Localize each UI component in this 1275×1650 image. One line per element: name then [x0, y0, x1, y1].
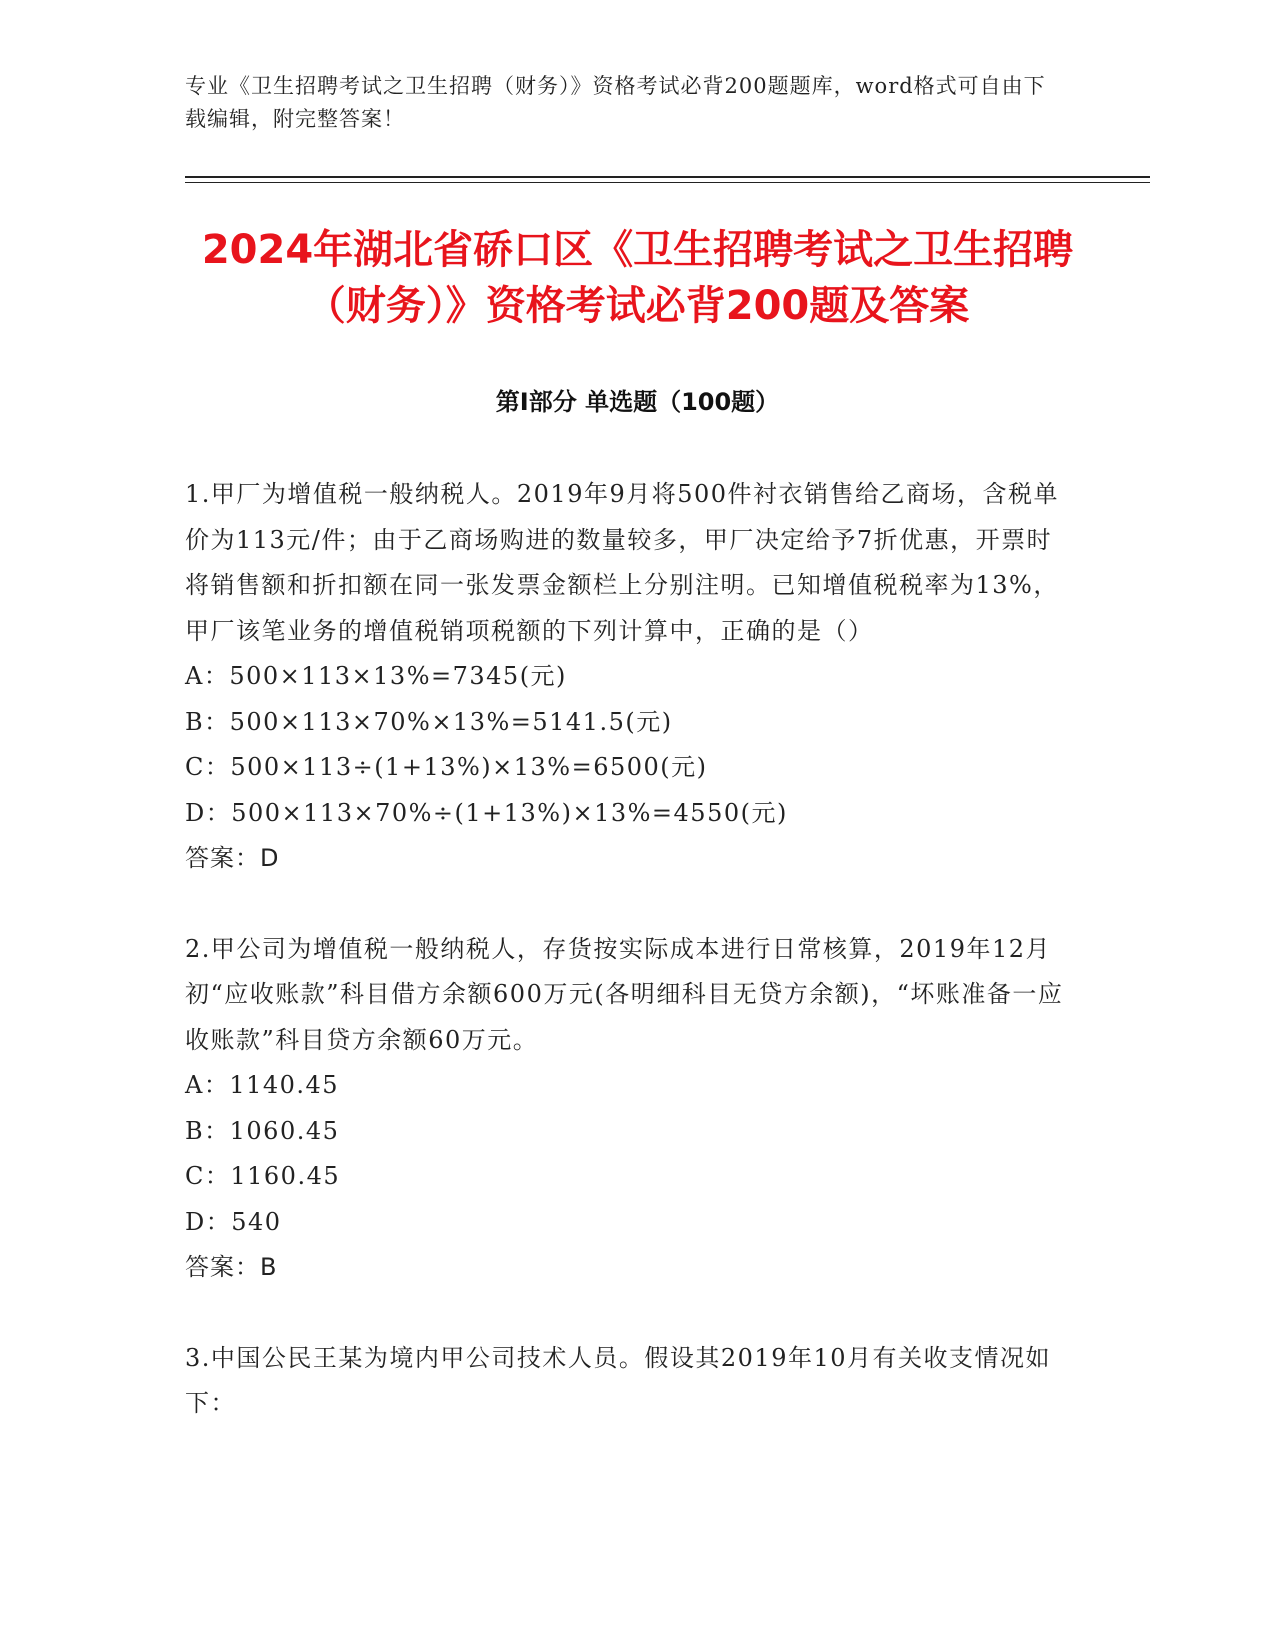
document-title: 2024年湖北省硚口区《卫生招聘考试之卫生招聘（财务）》资格考试必背200题及答案 [201, 227, 1074, 329]
header-note: 专业《卫生招聘考试之卫生招聘（财务）》资格考试必背200题题库，word格式可自由下载编辑，附完整答案！ [185, 74, 1046, 131]
option-a: A：1140.45 [185, 1071, 340, 1099]
option-c: C：500×113÷(1+13%)×13%=6500(元) [185, 753, 708, 781]
question-1 [185, 472, 1065, 882]
question-stem: 2.甲公司为增值税一般纳税人，存货按实际成本进行日常核算，2019年12月初“应收账款”科目借方余额600万元(各明细科目无贷方余额)，“坏账准备一应收账款”科目贷方余额60万元。 [185, 934, 1064, 1054]
option-d: D：540 [185, 1207, 282, 1236]
question-list [185, 472, 1065, 1472]
question-3 [185, 1336, 1065, 1427]
header-divider-thick [185, 176, 1150, 178]
option-a: A：500×113×13%=7345(元) [185, 662, 567, 690]
answer: 答案：D [185, 844, 280, 872]
option-d: D：500×113×70%÷(1+13%)×13%=4550(元) [185, 798, 788, 827]
option-b: B：1060.45 [185, 1116, 340, 1145]
question-2 [185, 927, 1065, 1291]
answer: 答案：B [185, 1253, 278, 1281]
option-b: B：500×113×70%×13%=5141.5(元) [185, 707, 673, 736]
header-divider-thin [185, 182, 1150, 183]
question-stem: 3.中国公民王某为境内甲公司技术人员。假设其2019年10月有关收支情况如下： [185, 1343, 1052, 1417]
section-title: 第Ⅰ部分 单选题（100题） [495, 388, 780, 416]
option-c: C：1160.45 [185, 1162, 341, 1190]
question-stem: 1.甲厂为增值税一般纳税人。2019年9月将500件衬衣销售给乙商场，含税单价为113元/件；由于乙商场购进的数量较多，甲厂决定给予7折优惠，开票时将销售额和折扣额在同一张发票金额栏上分别注明。已知增值税税率为13%，甲厂该笔业务的增值税销项税额的下列计算中，正确的是（） [185, 480, 1060, 645]
